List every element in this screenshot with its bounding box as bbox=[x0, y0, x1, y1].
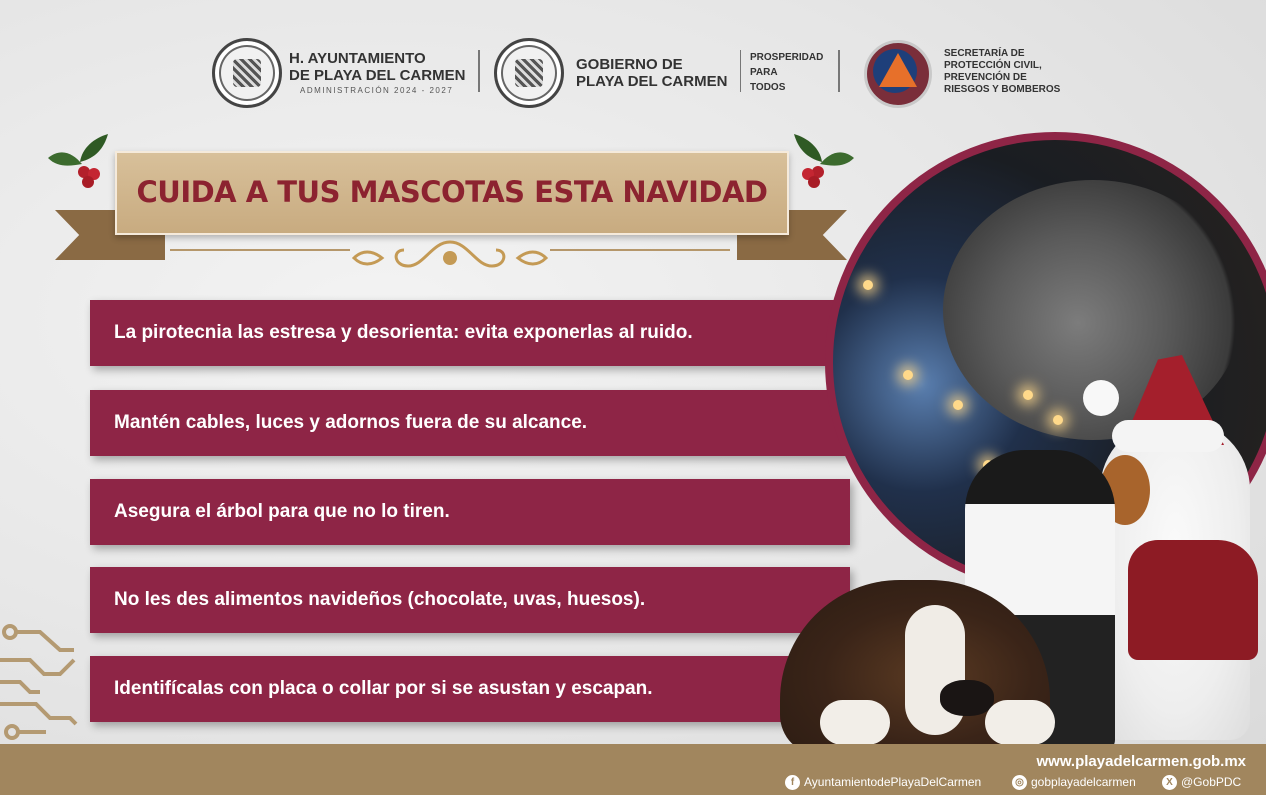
light-glow bbox=[863, 280, 873, 290]
slogan-line2: PARA bbox=[750, 67, 778, 78]
tip-text: Mantén cables, luces y adornos fuera de su alcance. bbox=[114, 412, 588, 433]
tip-bar bbox=[90, 390, 850, 456]
light-glow bbox=[1053, 415, 1063, 425]
government-name-line1: GOBIERNO DE bbox=[576, 56, 683, 73]
title-banner bbox=[115, 151, 789, 235]
holly-icon bbox=[790, 130, 860, 190]
red-scarf bbox=[1128, 540, 1258, 660]
light-glow bbox=[1023, 390, 1033, 400]
dog-paw bbox=[820, 700, 890, 745]
municipal-seal-icon bbox=[212, 38, 282, 108]
x-icon: X bbox=[1162, 775, 1177, 790]
tip-bar bbox=[90, 479, 850, 545]
tip-bar bbox=[90, 656, 850, 722]
secretariat-line1: SECRETARÍA DE bbox=[944, 48, 1025, 59]
header-divider bbox=[740, 50, 741, 92]
x-handle: @GobPDC bbox=[1181, 775, 1242, 789]
header-divider bbox=[838, 50, 840, 92]
administration-period: ADMINISTRACIÓN 2024 - 2027 bbox=[300, 86, 454, 95]
ornament-line bbox=[550, 249, 730, 251]
facebook-link[interactable] bbox=[785, 775, 981, 790]
dog-nose bbox=[940, 680, 994, 716]
circuit-decoration-icon bbox=[0, 620, 80, 745]
header-divider bbox=[478, 50, 480, 92]
municipality-name-line1: H. AYUNTAMIENTO bbox=[289, 50, 426, 67]
government-seal-icon bbox=[494, 38, 564, 108]
flourish-ornament-icon bbox=[352, 236, 548, 278]
instagram-handle: gobplayadelcarmen bbox=[1031, 775, 1136, 789]
ornament-line bbox=[170, 249, 350, 251]
facebook-handle: AyuntamientodePlayaDelCarmen bbox=[804, 775, 982, 789]
footer bbox=[0, 744, 1266, 795]
santa-hat-pompom bbox=[1083, 380, 1119, 416]
dog-face-blaze bbox=[905, 605, 965, 735]
tip-bar bbox=[90, 300, 850, 366]
slogan-line3: TODOS bbox=[750, 82, 786, 93]
light-glow bbox=[903, 370, 913, 380]
secretariat-line2: PROTECCIÓN CIVIL, bbox=[944, 60, 1042, 71]
santa-hat-brim bbox=[1112, 420, 1224, 452]
municipality-name-line2: DE PLAYA DEL CARMEN bbox=[289, 67, 466, 84]
dog-paw bbox=[985, 700, 1055, 745]
facebook-icon: f bbox=[785, 775, 800, 790]
page-title: CUIDA A TUS MASCOTAS ESTA NAVIDAD bbox=[136, 175, 768, 209]
tip-bar bbox=[90, 567, 850, 633]
holly-icon bbox=[42, 130, 112, 190]
civil-protection-logo-icon bbox=[864, 40, 932, 108]
tip-text: No les des alimentos navideños (chocolate, uvas, huesos). bbox=[114, 589, 646, 610]
slogan-line1: PROSPERIDAD bbox=[750, 52, 824, 63]
tip-text: La pirotecnia las estresa y desorienta: evita exponerlas al ruido. bbox=[114, 322, 693, 343]
light-glow bbox=[953, 400, 963, 410]
website-link[interactable]: www.playadelcarmen.gob.mx bbox=[1036, 753, 1246, 770]
x-link[interactable] bbox=[1162, 775, 1241, 790]
secretariat-line3: PREVENCIÓN DE bbox=[944, 72, 1027, 83]
government-name-line2: PLAYA DEL CARMEN bbox=[576, 73, 728, 90]
secretariat-line4: RIESGOS Y BOMBEROS bbox=[944, 84, 1061, 95]
instagram-icon: ◎ bbox=[1012, 775, 1027, 790]
tip-text: Asegura el árbol para que no lo tiren. bbox=[114, 501, 450, 522]
instagram-link[interactable] bbox=[1012, 775, 1136, 790]
tip-text: Identifícalas con placa o collar por si se asustan y escapan. bbox=[114, 678, 653, 699]
